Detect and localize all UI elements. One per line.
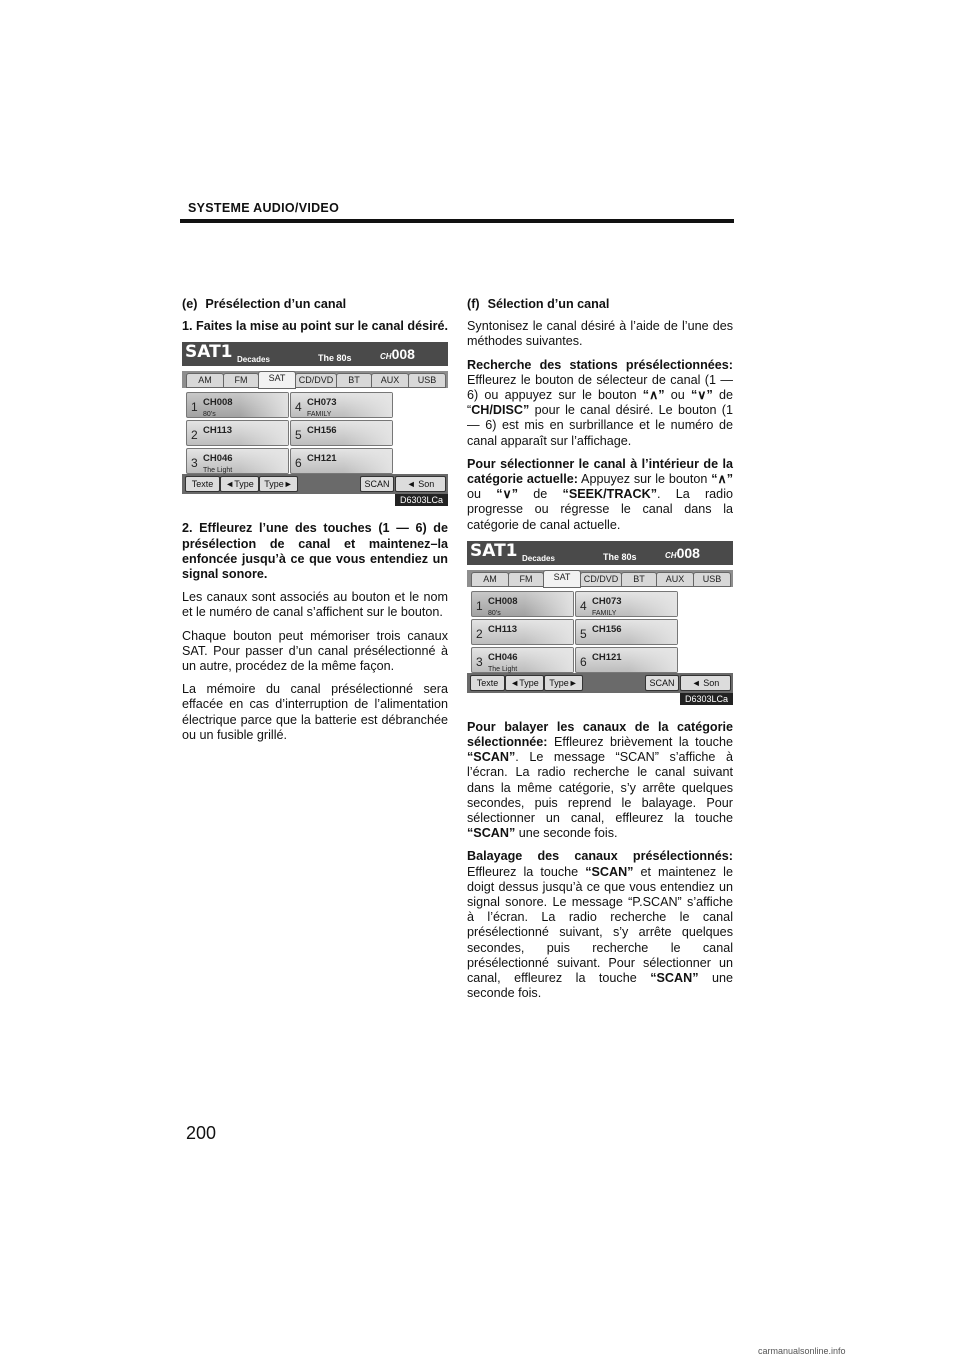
radio-screen-2 (467, 541, 733, 706)
tab-fm[interactable]: FM (508, 572, 544, 587)
preset-button-6[interactable]: 6 CH121 (575, 647, 678, 673)
tab-sat[interactable]: SAT (258, 371, 296, 389)
paragraph-2: Chaque bouton peut mémoriser trois canaux SAT. Pour passer d’un canal présélectionné à un autre, procédez de la même façon. (182, 628, 448, 674)
band-label: SAT1 (470, 540, 518, 561)
page-number: 200 (186, 1123, 217, 1143)
type-next-button[interactable]: Type► (544, 675, 583, 691)
tab-fm[interactable]: FM (223, 373, 259, 388)
scan-button[interactable]: SCAN (360, 476, 394, 492)
channel-readout: CH008 (380, 346, 415, 363)
sound-button[interactable]: ◄ Son (680, 675, 731, 691)
source-tabs (182, 371, 448, 388)
scan-button[interactable]: SCAN (645, 675, 679, 691)
step-2: 2. Effleurez l’une des touches (1 — 6) de présélection de canal et maintenez–la enfoncée jusqu’à ce que vous entendiez un signal sonore. (182, 521, 448, 582)
intro-paragraph: Syntonisez le canal désiré à l’aide de l’une des méthodes suivantes. (467, 319, 733, 349)
type-next-button[interactable]: Type► (259, 476, 298, 492)
radio-screen (182, 342, 448, 507)
channel-readout: CH008 (665, 544, 700, 561)
preset-search-paragraph: Recherche des stations présélectionnées: Effleurez le bouton de sélecteur de canal (1 — 6) ou appuyez sur le bouton “∧” ou “∨” de “CH/DISC” pour le canal désiré. Le bouton (1 — 6) est mis en surbrillance et le numéro de canal apparaît sur l’affichage. (467, 357, 733, 448)
preset-button-4[interactable]: 4 CH073 FAMILY (290, 392, 393, 418)
section-heading-f: (f) Sélection d’un canal (467, 297, 610, 311)
tab-usb[interactable]: USB (408, 373, 446, 388)
left-column (182, 297, 448, 751)
tab-usb[interactable]: USB (693, 572, 731, 587)
preset-button-1[interactable]: 1 CH008 80’s (186, 392, 289, 418)
tab-sat[interactable]: SAT (543, 570, 581, 588)
category-label: Decades (522, 553, 555, 563)
figure-code: D6303LCa (395, 494, 448, 506)
preset-button-1[interactable]: 1 CH008 80’s (471, 591, 574, 617)
preset-button-2[interactable]: 2 CH113 (186, 420, 289, 446)
preset-button-5[interactable]: 5 CH156 (575, 619, 678, 645)
paragraph-3: La mémoire du canal présélectionné sera effacée en cas d’interruption de l’alimentation électrique parce que la batterie est débranchée ou un fusible grillé. (182, 682, 448, 742)
screen-bottom-bar (182, 474, 448, 494)
preset-button-5[interactable]: 5 CH156 (290, 420, 393, 446)
preset-button-3[interactable]: 3 CH046 The Light (471, 647, 574, 673)
type-prev-button[interactable]: ◄Type (505, 675, 544, 691)
tab-aux[interactable]: AUX (371, 373, 409, 388)
tab-cd-dvd[interactable]: CD/DVD (580, 572, 622, 587)
preset-button-2[interactable]: 2 CH113 (471, 619, 574, 645)
category-label: Decades (237, 355, 270, 365)
tab-bt[interactable]: BT (336, 373, 372, 388)
tab-am[interactable]: AM (186, 373, 224, 388)
type-prev-button[interactable]: ◄Type (220, 476, 259, 492)
song-label: The 80s (603, 551, 637, 562)
preset-button-4[interactable]: 4 CH073 FAMILY (575, 591, 678, 617)
paragraph-1: Les canaux sont associés au bouton et le nom et le numéro de canal s’affichent sur le bouton. (182, 590, 448, 620)
category-paragraph: Pour sélectionner le canal à l’intérieur de la catégorie actuelle: Appuyez sur le bouton “∧” ou “∨” de “SEEK/TRACK”. La radio progresse ou régresse le canal dans la catégorie de canal actuelle. (467, 456, 733, 532)
page-header: SYSTEME AUDIO/VIDEO (188, 201, 340, 215)
tab-cd-dvd[interactable]: CD/DVD (295, 373, 337, 388)
text-button[interactable]: Texte (470, 675, 505, 691)
tab-am[interactable]: AM (471, 572, 509, 587)
preset-scan-paragraph: Balayage des canaux présélectionnés: Effleurez la touche “SCAN” et maintenez le doigt dessus jusqu’à ce que vous entendiez un signal sonore. Le message “P.SCAN” s’affiche à l’écran. La radio recherche le canal présélectionné suivant, s’y arrête quelques secondes, puis recherche le canal présélectionné suivant. Pour sélectionner un canal, effleurez la touche “SCAN” une seconde fois. (467, 849, 733, 1001)
preset-button-3[interactable]: 3 CH046 The Light (186, 448, 289, 474)
tab-bt[interactable]: BT (621, 572, 657, 587)
right-column (467, 297, 733, 1010)
screen-status-bar (467, 541, 733, 565)
sound-button[interactable]: ◄ Son (395, 476, 446, 492)
band-label: SAT1 (185, 342, 233, 363)
section-heading-e: (e) Présélection d’un canal (182, 297, 347, 311)
tab-aux[interactable]: AUX (656, 572, 694, 587)
header-rule (180, 219, 734, 223)
scan-paragraph: Pour balayer les canaux de la catégorie sélectionnée: Effleurez brièvement la touche “SCAN”. Le message “SCAN” s’affiche à l’écran. La radio recherche le canal suivant dans la même catégorie, s’y arrête quelques secondes, puis reprend le balayage. Pour sélectionner un canal, effleurez la touche “SCAN” une seconde fois. (467, 719, 733, 841)
text-button[interactable]: Texte (185, 476, 220, 492)
song-label: The 80s (318, 353, 352, 364)
screen-bottom-bar (467, 673, 733, 693)
watermark[interactable]: carmanualsonline.info (758, 1346, 846, 1356)
screen-status-bar (182, 342, 448, 366)
source-tabs (467, 570, 733, 587)
step-1: 1. Faites la mise au point sur le canal désiré. (182, 319, 448, 334)
preset-button-6[interactable]: 6 CH121 (290, 448, 393, 474)
figure-code: D6303LCa (680, 693, 733, 705)
